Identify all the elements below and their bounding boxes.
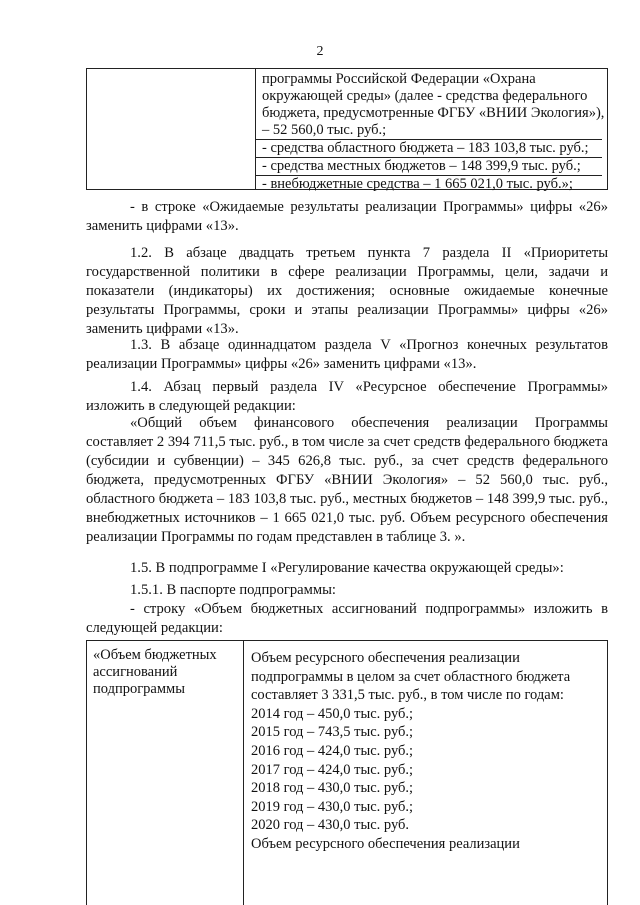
table-line: - средства местных бюджетов – 148 399,9 тыс. руб.;	[255, 157, 602, 175]
subprogram-budget-label: «Объем бюджетных ассигнований подпрограммы	[93, 647, 217, 697]
paragraph-replace-row: - строку «Объем бюджетных ассигнований подпрограммы» изложить в следующей редакции:	[86, 601, 608, 636]
table-line: - средства областного бюджета – 183 103,8 тыс. руб.;	[255, 139, 602, 157]
paragraph-1-4: 1.4. Абзац первый раздела IV «Ресурсное обеспечение Программы» изложить в следующей редакции:	[86, 379, 608, 414]
subprogram-budget-values	[251, 649, 603, 854]
paragraph-1-3: 1.3. В абзаце одиннадцатом раздела V «Прогноз конечных результатов реализации Программы» цифры «26» заменить цифрами «13».	[86, 337, 608, 372]
paragraph-dash-expected-results: - в строке «Ожидаемые результаты реализации Программы» цифры «26» заменить цифрами «13».	[86, 199, 608, 234]
paragraph-1-5-1: 1.5.1. В паспорте подпрограммы:	[130, 582, 336, 598]
paragraph-1-2: 1.2. В абзаце двадцать третьем пункта 7 раздела II «Приоритеты государственной политики в сфере реализации Программы, цели, задачи и показатели (индикаторы) их достижения; основные ожидаемые конечные результаты Программы, сроки и этапы реализации Программы» цифры «26» заменить цифрами «13».	[86, 245, 608, 337]
budget-sources-cell	[262, 71, 605, 193]
table-line: 2014 год – 450,0 тыс. руб.;	[251, 705, 414, 722]
paragraph-1-5: 1.5. В подпрограмме I «Регулирование качества окружающей среды»:	[130, 560, 564, 576]
table-line: подпрограммы в целом за счет областного бюджета	[251, 668, 571, 685]
table-line: 2019 год – 430,0 тыс. руб.;	[251, 798, 414, 815]
budget-sources-table	[86, 68, 608, 190]
table-line: окружающей среды» (далее - средства федерального	[262, 88, 588, 104]
table-line: бюджета, предусмотренные ФГБУ «ВНИИ Экология»),	[262, 105, 605, 121]
table-line: 2016 год – 424,0 тыс. руб.;	[251, 742, 414, 759]
table-line: программы Российской Федерации «Охрана	[262, 71, 536, 87]
table-line: Объем ресурсного обеспечения реализации	[251, 835, 520, 852]
table-line: 2020 год – 430,0 тыс. руб.	[251, 817, 410, 834]
table-line: 2015 год – 743,5 тыс. руб.;	[251, 724, 414, 741]
table-line: 2017 год – 424,0 тыс. руб.;	[251, 761, 414, 778]
table-line: 2018 год – 430,0 тыс. руб.;	[251, 780, 414, 797]
table-line: Объем ресурсного обеспечения реализации	[251, 650, 520, 666]
table-line: – 52 560,0 тыс. руб.;	[262, 122, 387, 138]
paragraph-resource-quote: «Общий объем финансового обеспечения реализации Программы составляет 2 394 711,5 тыс. руб., в том числе за счет средств федерального бюджета (субсидии и субвенции) – 345 626,8 тыс. руб., за счет средств федерального бюджета, предусмотренных ФГБУ «ВНИИ Экология» – 52 560,0 тыс. руб., областного бюджета – 183 103,8 тыс. руб., местных бюджетов – 148 399,9 тыс. руб., внебюджетных источников – 1 665 021,0 тыс. руб. Объем ресурсного обеспечения реализации Программы по годам представлен в таблице 3. ».	[86, 415, 608, 545]
page-number: 2	[316, 44, 324, 59]
table-line: составляет 3 331,5 тыс. руб., в том числе по годам:	[251, 687, 564, 704]
table-line: - внебюджетные средства – 1 665 021,0 тыс. руб.»;	[255, 175, 602, 193]
subprogram-budget-table	[86, 640, 608, 905]
table-column-divider	[243, 641, 244, 905]
